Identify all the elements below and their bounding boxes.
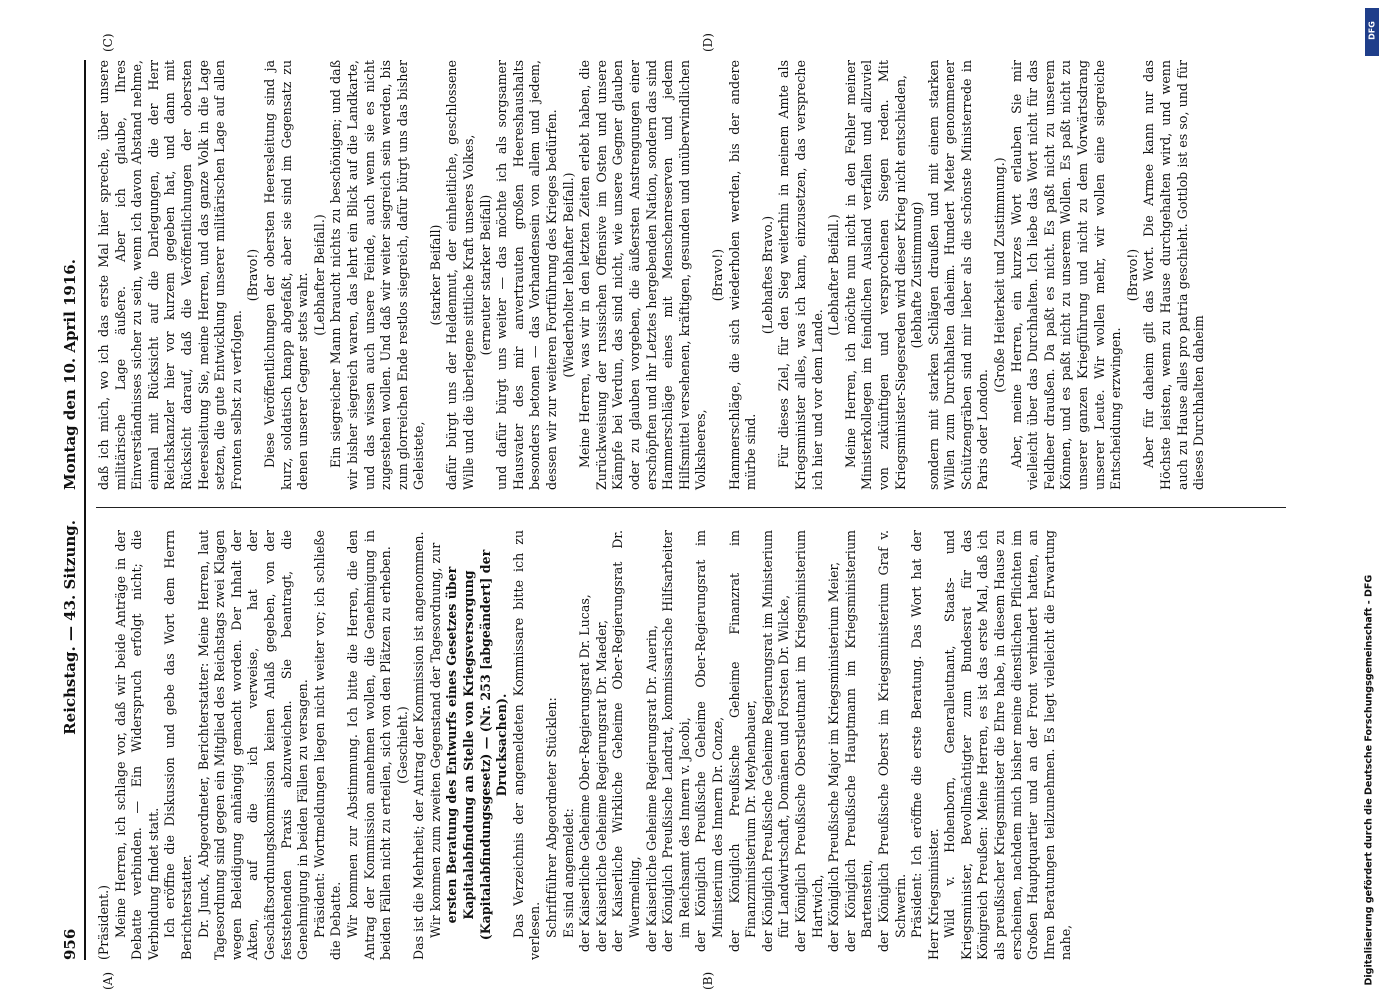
paragraph: Hammerschläge, die sich wiederholen werden, bis der andere mürbe sind. <box>726 60 759 490</box>
paragraph: Aber für daheim gilt das Wort. Die Armee kann nur das Höchste leisten, wenn zu Hause durchgehalten wird, und wenn auch zu Hause alles pro patria geschieht. Gottlob ist es so, und für dieses Durchhalten daheim <box>1141 60 1207 490</box>
paragraph: (erneuter starker Beifall) <box>477 194 493 356</box>
page-header <box>60 60 86 960</box>
right-column <box>96 60 1208 490</box>
paragraph: Diese Veröffentlichungen der obersten Heeresleitung sind ja kurz, soldatisch knapp abgefaßt, aber sie sind im Gegensatz zu denen unserer Gegner stets wahr. <box>261 60 311 490</box>
margin-mark-d: (D) <box>701 33 715 52</box>
paragraph: (Geschieht.) <box>394 706 410 784</box>
paragraph: (Große Heiterkeit und Zustimmung.) <box>992 157 1008 393</box>
paragraph: Ich eröffne die Diskussion und gebe das Wort dem Herrn Berichterstatter. <box>162 530 194 960</box>
paragraph: daß ich mich, wo ich das erste Mal hier spreche, über unsere militärische Lage äußere. Aber ich glaube, Ihres Einverständnisses sicher zu sein, wenn ich davon Abstand nehme, einmal mit Rücksicht auf die Darlegungen, die der Herr Reichskanzler hier vor kurzem gegeben hat, und dann mit Rücksicht darauf, daß die Veröffentlichungen der obersten Heeresleitung Sie, meine Herren, und das ganze Volk in die Lage setzen, die gute Entwicklung unserer militärischen Lage auf allen Fronten selbst zu verfolgen. <box>96 60 244 490</box>
paragraph: (starker Beifall) <box>427 224 443 326</box>
paragraph: der Königlich Preußische Landrat, kommissarische Hilfsarbeiter im Reichsamt des Innern v. Jacobi, <box>660 530 692 952</box>
paragraph: und dafür bürgt uns weiter — das möchte ich als sorgsamer Hausvater des mir anvertrauten großen Heereshaushalts besonders betonen — das Vorhandensein von allem und jedem, dessen wir zur weiteren Fortführung des Krieges bedürfen. <box>494 60 560 490</box>
paragraph: Wild v. Hohenborn, Generalleutnant, Staats- und Kriegsminister, Bevollmächtigter zum Bundesrat für das Königreich Preußen: Meine Herren, es ist das erste Mal, daß ich als preußischer Kriegsminister die Ehre habe, in diesem Hause zu erscheinen, nachdem mich bisher meine dienstlichen Pflichten im Großen Hauptquartier und an der Front verhindert hatten, an Ihren Beratungen teilzunehmen. Es liegt vielleicht die Erwartung nahe, <box>942 530 1074 960</box>
paragraph: der Königlich Preußische Major im Kriegsministerium Meier, <box>826 561 842 952</box>
session-date: Montag den 10. April 1916. <box>61 259 79 490</box>
paragraph: (Lebhafter Beifall.) <box>826 214 842 336</box>
paragraph: der Königlich Preußische Geheime Finanzrat im Finanzministerium Dr. Meyhenbauer, <box>726 530 759 952</box>
paragraph: (Bravo!) <box>1124 248 1140 302</box>
paragraph: Dr. Junck, Abgeordneter, Berichterstatter: Meine Herren, laut Tagesordnung sind gegen ein Mitglied des Reichstags zwei Klagen wegen Beleidigung anhängig gemacht worden. Der Inhalt der Akten, auf die ich verweise, hat der Geschäftsordnungskommission keinen Anlaß gegeben, von der feststehenden Praxis abzuweichen. Sie beantragt, die Genehmigung in beiden Fällen zu versagen. <box>195 530 311 960</box>
paragraph: der Königlich Preußische Geheime Ober-Regierungsrat im Ministerium des Innern Dr. Conze, <box>693 530 725 952</box>
page-number: 956 <box>61 928 79 960</box>
paragraph: der Königlich Preußische Geheime Regierungsrat im Ministerium für Landwirtschaft, Domänen und Forsten Dr. Wilcke, <box>759 530 792 952</box>
paragraph: Präsident: Wortmeldungen liegen nicht weiter vor; ich schließe die Debatte. <box>311 530 344 960</box>
paragraph: Aber, meine Herren, ein kurzes Wort erlauben Sie mir vielleicht über das Durchhalten. Ich liebe das Wort nicht für das Feldheer draußen. Da paßt es nicht. Es paßt nicht zu unserem Können, und es paßt nicht zu unserem Wollen. Es paßt nicht zu unserer ganzen Kriegführung und nicht zu dem Vorwärtsdrang unserer Leute. Wir wollen mehr, wir wollen eine siegreiche Entscheidung erzwingen. <box>1008 60 1124 490</box>
paragraph: dafür bürgt uns der Heldenmut, der einheitliche, geschlossene Wille und die überlegene sittliche Kraft unseres Volkes, <box>444 60 477 490</box>
paragraph: (Lebhaftes Bravo.) <box>759 215 775 335</box>
left-column <box>96 530 1075 960</box>
digitization-note-text: Digitalisierung gefördert durch die Deutsche Forschungsgemeinschaft - DFG <box>1363 574 1375 986</box>
paragraph: der Kaiserliche Geheime Regierungsrat Dr. Auerin, <box>643 625 659 952</box>
dfg-logo: DFG <box>1365 8 1379 56</box>
margin-mark-a: (A) <box>101 971 115 990</box>
paragraph: (Bravo!) <box>245 248 261 302</box>
margin-mark-b: (B) <box>701 971 715 990</box>
paragraph: (Wiederholter lebhafter Beifall.) <box>560 172 576 378</box>
paragraph: (lebhafte Zustimmung) <box>909 201 925 349</box>
digitization-note <box>1359 10 1375 990</box>
paragraph: (Präsident.) <box>96 884 111 960</box>
session-title: Reichstag. — 43. Sitzung. <box>61 520 79 735</box>
paragraph: (Bravo!) <box>709 248 725 302</box>
paragraph: Das Verzeichnis der angemeldeten Kommissare bitte ich zu verlesen. <box>510 530 543 960</box>
paragraph: Präsident: Ich eröffne die erste Beratung. Das Wort hat der Herr Kriegsminister. <box>909 530 941 960</box>
column-divider <box>96 507 1286 508</box>
margin-mark-c: (C) <box>101 33 115 52</box>
paragraph: Das ist die Mehrheit; der Antrag der Kommission ist angenommen. <box>411 531 427 960</box>
paragraph: Wir kommen zum zweiten Gegenstand der Tagesordnung, zur <box>427 542 443 938</box>
paragraph: (Lebhafter Beifall.) <box>311 214 327 336</box>
paragraph: der Königlich Preußische Oberstleutnant im Kriegsministerium Hartwich, <box>792 530 825 952</box>
paragraph: der Kaiserliche Wirkliche Geheime Ober-Regierungsrat Dr. Wuermeling, <box>610 530 642 952</box>
paragraph: Meine Herren, was wir in den letzten Zeiten erlebt haben, die Zurückweisung der russischen Offensive im Osten und unsere Kämpfe bei Verdun, das sind nicht, wie unsere Gegner glauben oder zu glauben vorgeben, die äußersten Anstrengungen einer erschöpften und ihr Letztes hergebenden Nation, sondern das sind Hammerschläge eines mit Menschenreserven und jedem Hilfsmittel versehenen, kräftigen, gesunden und unüberwindlichen Volksheeres, <box>577 60 709 490</box>
paragraph: sondern mit starken Schlägen draußen und mit einem starken Willen zum Durchhalten daheim. Hundert Meter genommener Schützengräben sind mir lieber als die schönste Ministerrede in Paris oder London. <box>925 60 991 490</box>
paragraph: der Kaiserliche Geheime Regierungsrat Dr. Maeder, <box>593 619 609 952</box>
paragraph: ersten Beratung des Entwurfs eines Gesetzes über Kapitalabfindung an Stelle von Kriegsversorgung (Kapitalabfindungsgesetz) — (Nr. 253 [abgeändert] der Drucksachen). <box>444 549 510 941</box>
rotated-page <box>60 33 1310 990</box>
paragraph: der Königlich Preußische Oberst im Kriegsministerium Graf v. Schwerin. <box>875 530 908 952</box>
paragraph: Schriftführer Abgeordneter Stücklen: <box>544 697 560 938</box>
paragraph: Meine Herren, ich möchte nun nicht in den Fehler meiner Ministerkollegen im feindlichen Ausland verfallen und allzuviel von zukünftigen und versprochenen Siegen reden. Mit Kriegsminister-Siegesreden wird dieser Krieg nicht entschieden, <box>842 60 908 490</box>
paragraph: der Kaiserliche Geheime Ober-Regierungsrat Dr. Lucas, <box>577 594 593 952</box>
paragraph: Meine Herren, ich schlage vor, daß wir beide Anträge in der Debatte verbinden. — Ein Widerspruch erfolgt nicht; die Verbindung findet statt. <box>112 530 161 960</box>
paragraph: Wir kommen zur Abstimmung. Ich bitte die Herren, die den Antrag der Kommission annehmen wollen, die Genehmigung in beiden Fällen nicht zu erteilen, sich von den Plätzen zu erheben. <box>344 530 394 960</box>
paragraph: Für dieses Ziel, für den Sieg weiterhin in meinem Amte als Kriegsminister alles, was ich kann, einzusetzen, das verspreche ich hier und vor dem Lande. <box>776 60 825 490</box>
paragraph: der Königlich Preußische Hauptmann im Kriegsministerium Bartenstein, <box>842 530 875 952</box>
paragraph: Es sind angemeldet: <box>560 808 576 938</box>
paragraph: Ein siegreicher Mann braucht nichts zu beschönigen; und daß wir bisher siegreich waren, das lehrt ein Blick auf die Landkarte, und das wissen auch unsere Feinde, auch wenn sie es nicht zugestehen wollen. Und daß wir weiter siegreich sein werden, bis zum glorreichen Ende restlos siegreich, dafür bürgt uns das bisher Geleistete, <box>328 60 427 490</box>
